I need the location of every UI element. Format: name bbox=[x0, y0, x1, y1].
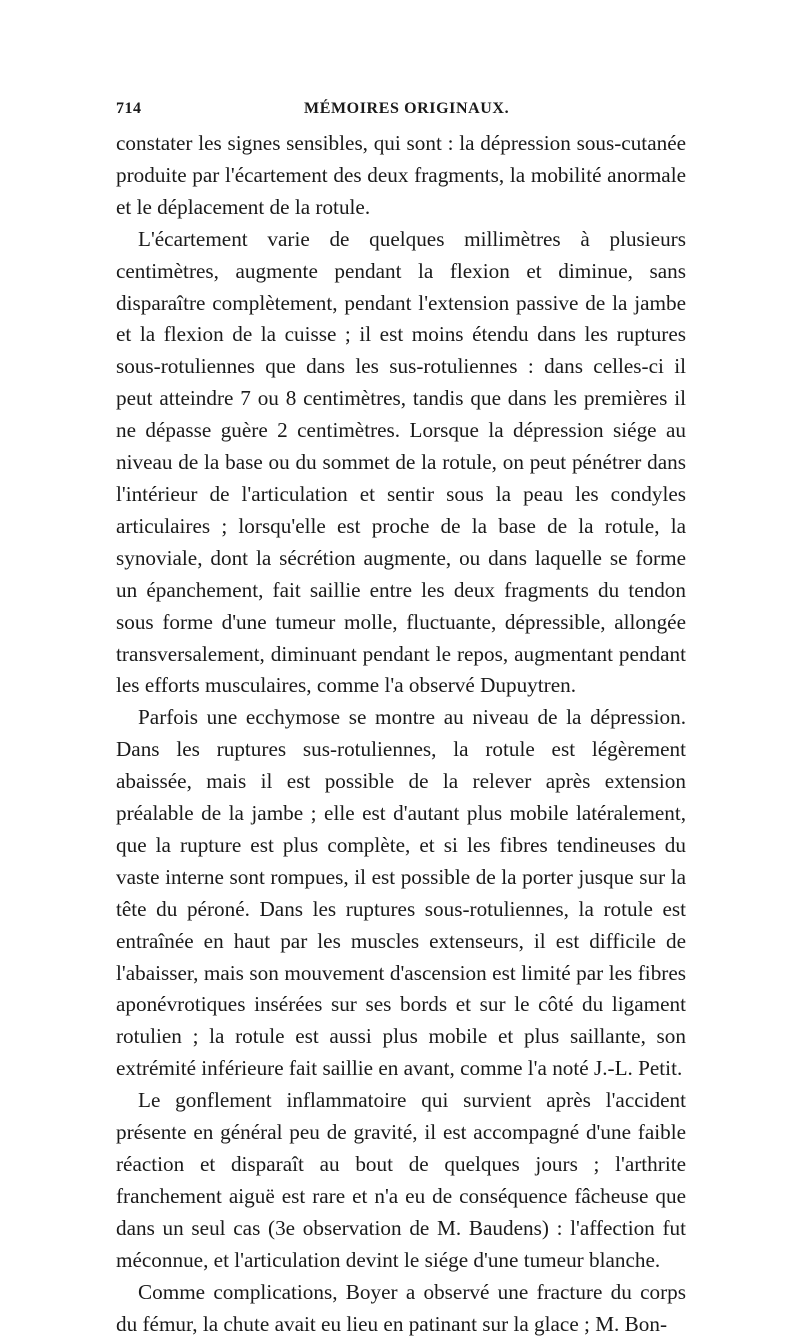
running-header bbox=[116, 100, 686, 128]
body-text bbox=[116, 128, 686, 1340]
paragraph-complications: Comme complications, Boyer a observé une fracture du corps du fémur, la chute avait eu lieu en patinant sur la glace ; M. Bon- bbox=[116, 1279, 686, 1336]
book-page bbox=[116, 100, 686, 1340]
paragraph-continued: constater les signes sensibles, qui sont : la dépression sous-cutanée produite par l'écartement des deux fragments, la mobilité anormale et le déplacement de la rotule. bbox=[116, 131, 686, 219]
paragraph-ecchymose: Parfois une ecchymose se montre au niveau de la dépression. Dans les ruptures sus-rotuliennes, la rotule est légèrement abaissée, mais il est possible de la relever après extension préalable de la jambe ; elle est d'autant plus mobile latéralement, que la rupture est plus complète, et si les fibres tendineuses du vaste interne sont rompues, il est possible de la porter jusque sur la tête du péroné. Dans les ruptures sous-rotuliennes, la rotule est entraînée en haut par les muscles extenseurs, il est difficile de l'abaisser, mais son mouvement d'ascension est limité par les fibres aponévrotiques insérées sur ses bords et sur le côté du ligament rotulien ; la rotule est aussi plus mobile et plus saillante, son extrémité inférieure fait saillie en avant, comme l'a noté J.-L. Petit. bbox=[116, 705, 686, 1081]
page-number: 714 bbox=[116, 100, 142, 117]
paragraph-ecartement: L'écartement varie de quelques millimètres à plusieurs centimètres, augmente pendant la flexion et diminue, sans disparaître complètement, pendant l'extension passive de la jambe et la flexion de la cuisse ; il est moins étendu dans les ruptures sous-rotuliennes que dans les sus-rotuliennes : dans celles-ci il peut atteindre 7 ou 8 centimètres, tandis que dans les premières il ne dépasse guère 2 centimètres. Lorsque la dépression siége au niveau de la base ou du sommet de la rotule, on peut pénétrer dans l'intérieur de l'articulation et sentir sous la peau les condyles articulaires ; lorsqu'elle est proche de la base de la rotule, la synoviale, dont la sécrétion augmente, ou dans laquelle se forme un épanchement, fait saillie entre les deux fragments du tendon sous forme d'une tumeur molle, fluctuante, dépressible, allongée transversalement, diminuant pendant le repos, augmentant pendant les efforts musculaires, comme l'a observé Dupuytren. bbox=[116, 226, 686, 698]
running-title: MÉMOIRES ORIGINAUX. bbox=[304, 100, 510, 117]
paragraph-gonflement: Le gonflement inflammatoire qui survient après l'accident présente en général peu de gravité, il est accompagné d'une faible réaction et disparaît au bout de quelques jours ; l'arthrite franchement aiguë est rare et n'a eu de conséquence fâcheuse que dans un seul cas (3e observation de M. Baudens) : l'affection fut méconnue, et l'articulation devint le siége d'une tumeur blanche. bbox=[116, 1088, 686, 1272]
